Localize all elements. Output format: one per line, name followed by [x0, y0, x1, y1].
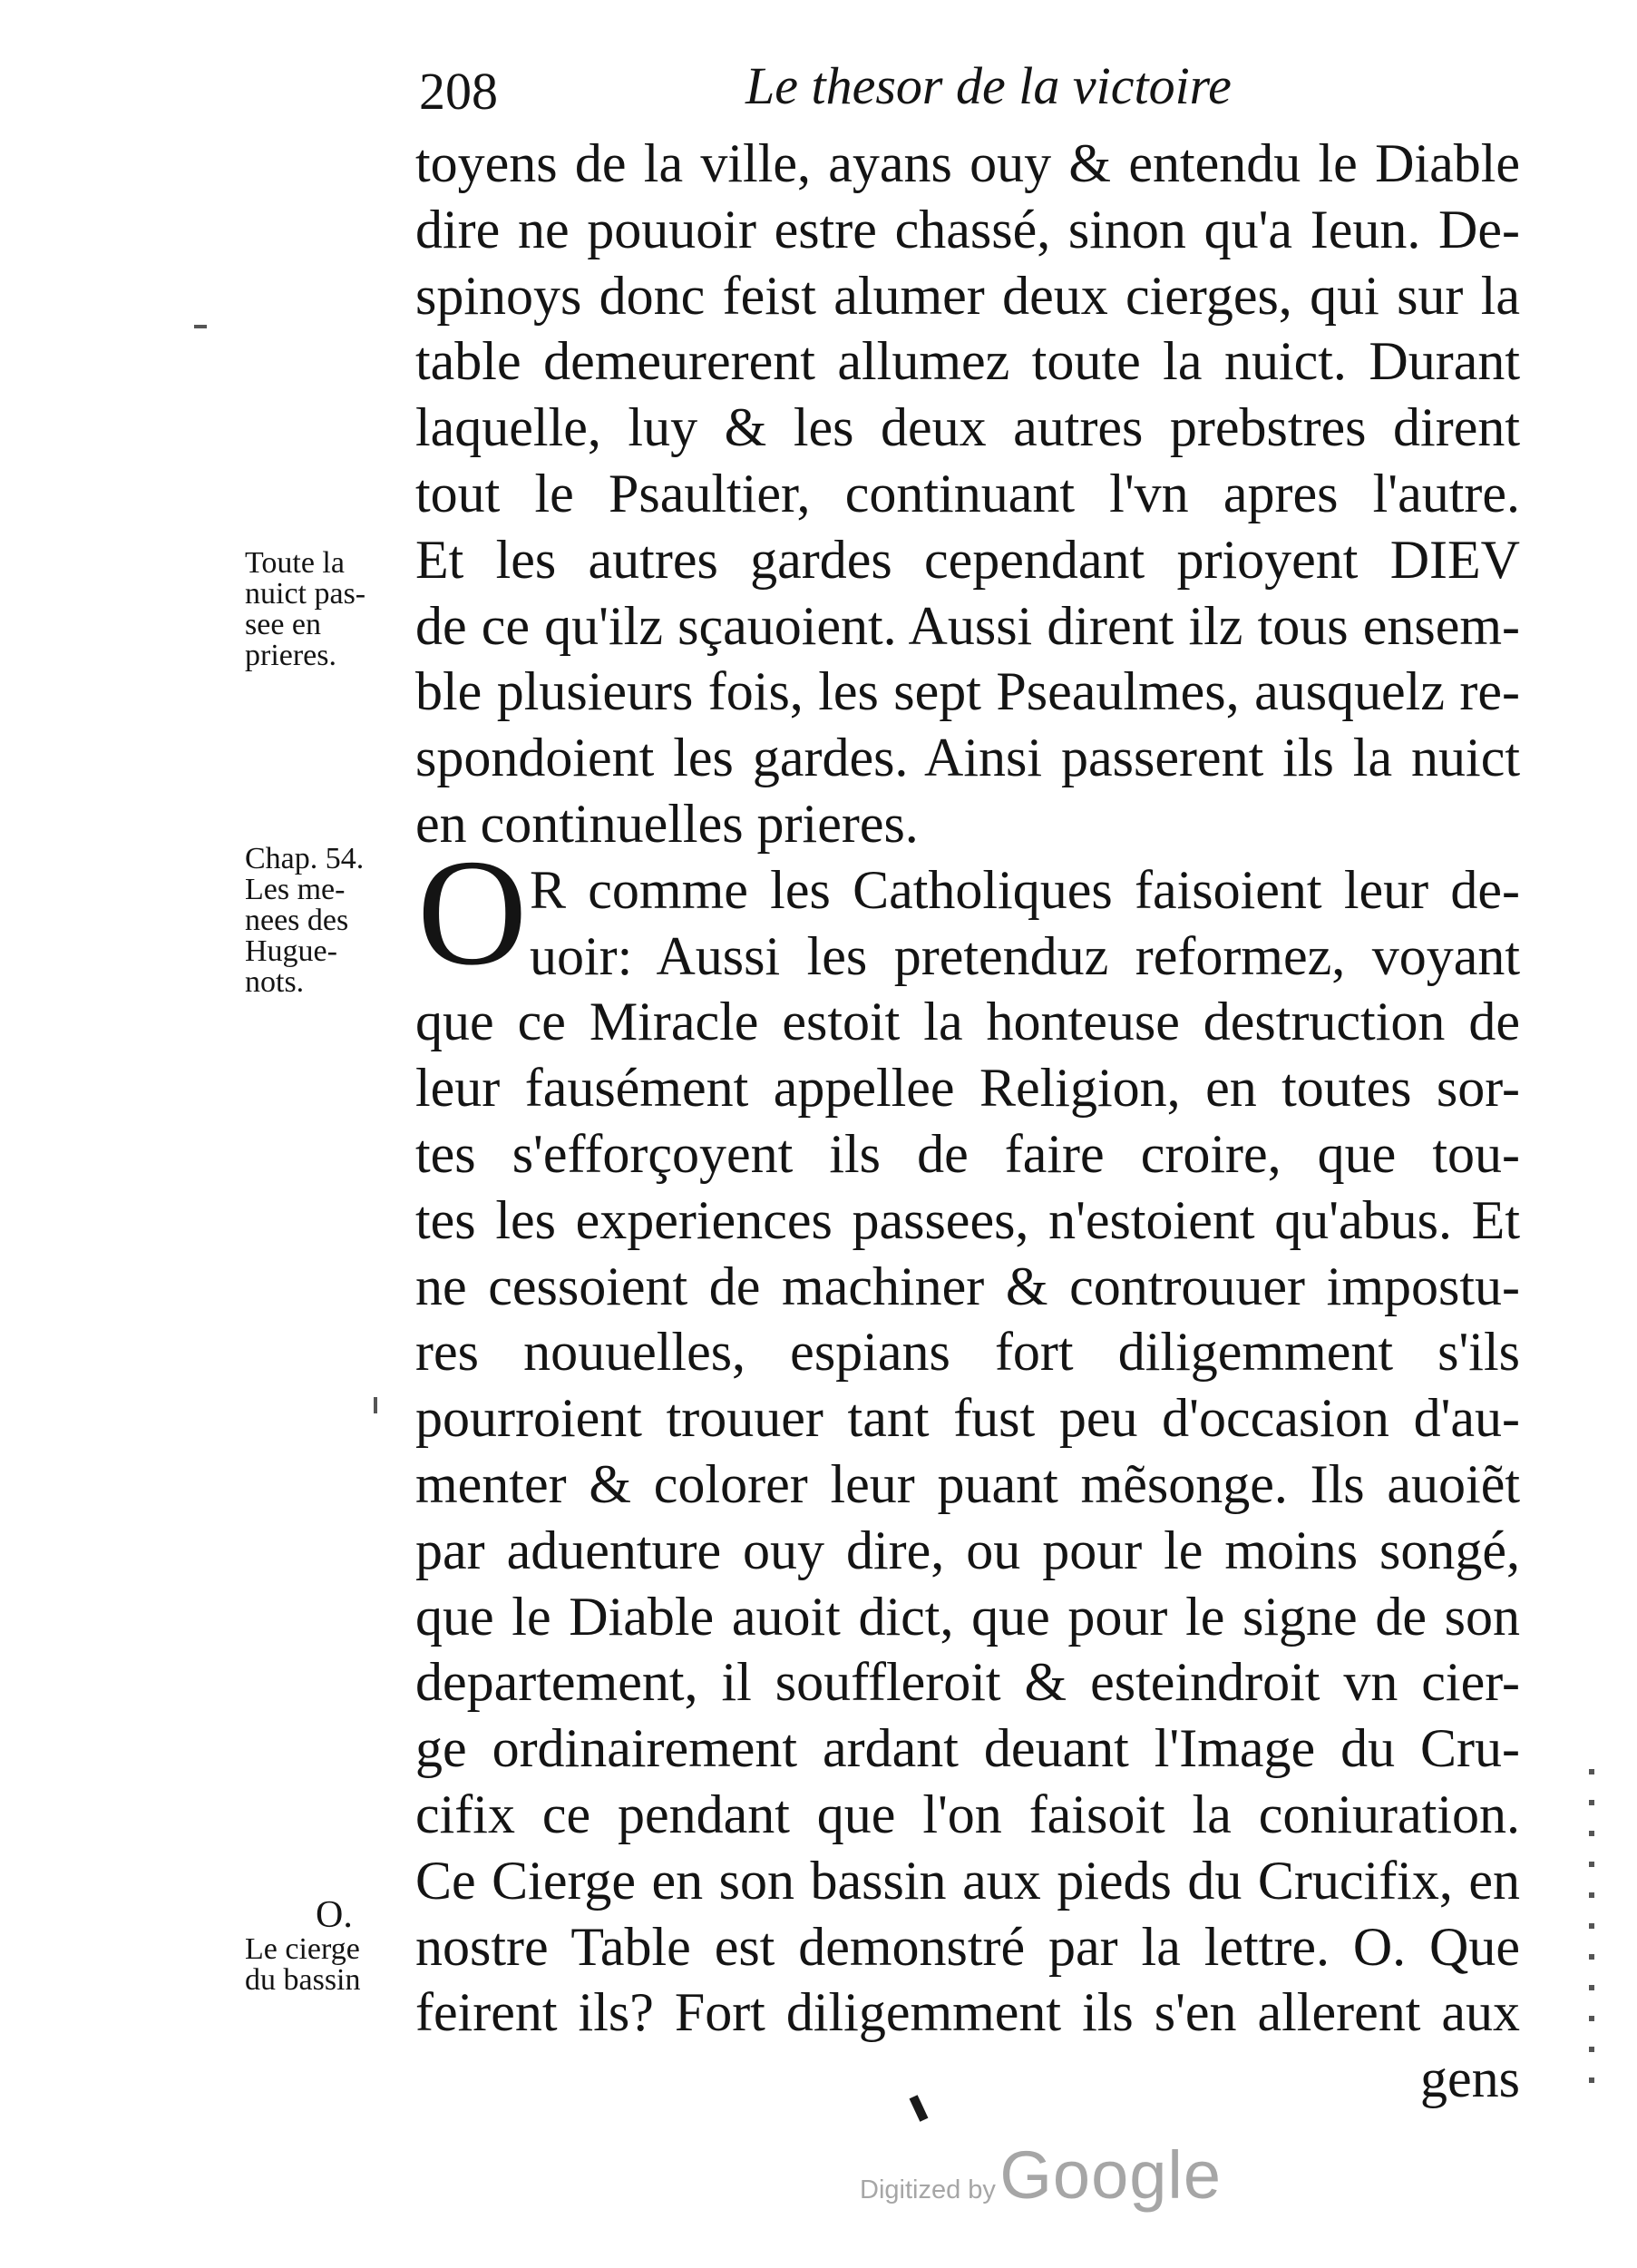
margin-note-marker: O.: [316, 1894, 353, 1936]
margin-note-line: Toute la: [245, 546, 345, 580]
margin-note-line: see en: [245, 608, 322, 641]
drop-cap: O: [417, 828, 528, 997]
text-line: uoir: Aussi les pretenduz reformez, voyant: [530, 925, 1520, 986]
text-line: tout le Psaultier, continuant l'vn apres l'autre.: [415, 463, 1520, 523]
margin-note-candle: [245, 1896, 422, 1996]
edge-bleed-marks: [1589, 1769, 1594, 2096]
margin-note-line: Hugue-: [245, 934, 337, 968]
text-line: Ce Cierge en son bassin aux pieds du Crucifix, en: [415, 1850, 1520, 1911]
ink-speck: [374, 1397, 377, 1413]
watermark-prefix: Digitized by: [860, 2175, 996, 2204]
margin-note-line: nees des: [245, 904, 349, 937]
margin-note-line: prieres.: [245, 639, 337, 672]
text-line: de ce qu'ilz sçauoient. Aussi dirent ilz tous ensem-: [415, 595, 1520, 656]
text-line: tes les experiences passees, n'estoient qu'abus. Et: [415, 1189, 1520, 1250]
text-line: spondoient les gardes. Ainsi passerent ils la nuict: [415, 728, 1520, 788]
digitized-by-google-watermark: [860, 2136, 1222, 2214]
text-line: spinoys donc feist alumer deux cierges, qui sur la: [415, 265, 1520, 326]
text-line: nostre Table est demonstré par la lettre. O. Que: [415, 1916, 1520, 1977]
text-line: que ce Miracle estoit la honteuse destruction de: [415, 992, 1520, 1052]
text-line: laquelle, luy & les deux autres prebstres dirent: [415, 397, 1520, 458]
margin-note-line: Le cierge: [245, 1932, 360, 1966]
margin-note-line: Chap. 54.: [245, 842, 365, 875]
text-line: res nouuelles, espians fort diligemment s'ils: [415, 1322, 1520, 1383]
margin-note-line: nots.: [245, 965, 305, 999]
margin-note-line: Les me-: [245, 873, 346, 906]
text-line: pourroient trouuer tant fust peu d'occasion d'au-: [415, 1388, 1520, 1449]
text-line: dire ne pouuoir estre chassé, sinon qu'a Ieun. De-: [415, 199, 1520, 259]
ink-speck: [194, 325, 207, 328]
page-number: 208: [419, 62, 498, 121]
margin-note-chapter-54: [245, 844, 422, 998]
text-line: par aduenture ouy dire, ou pour le moins songé,: [415, 1520, 1520, 1580]
running-title: Le thesor de la victoire: [745, 56, 1232, 115]
margin-note-all-night-prayer: [245, 548, 422, 671]
text-line: leur fausément appellee Religion, en toutes sor-: [415, 1058, 1520, 1119]
text-line: que le Diable auoit dict, que pour le signe de son: [415, 1586, 1520, 1647]
watermark-brand: Google: [999, 2137, 1222, 2213]
text-line: table demeurerent allumez toute la nuict. Durant: [415, 331, 1520, 392]
body-text: [415, 131, 1520, 2112]
text-line: menter & colorer leur puant mẽsonge. Ils auoiẽt: [415, 1453, 1520, 1514]
catchword: gens: [1420, 2048, 1520, 2109]
text-line: ble plusieurs fois, les sept Pseaulmes, ausquelz re-: [415, 661, 1520, 722]
text-line: feirent ils? Fort diligemment ils s'en allerent aux: [415, 1982, 1520, 2043]
text-line: toyens de la ville, ayans ouy & entendu le Diable: [415, 133, 1520, 193]
text-line: ne cessoient de machiner & controuuer impostu-: [415, 1256, 1520, 1316]
text-line: Et les autres gardes cependant prioyent DIEV: [415, 529, 1520, 590]
text-line: R comme les Catholiques faisoient leur de-: [530, 859, 1520, 920]
text-line: departement, il souffleroit & esteindroit vn cier-: [415, 1652, 1520, 1713]
margin-note-line: nuict pas-: [245, 577, 366, 611]
text-line: en continuelles prieres.: [415, 793, 919, 854]
text-line: tes s'efforçoyent ils de faire croire, que tou-: [415, 1123, 1520, 1184]
text-line: cifix ce pendant que l'on faisoit la coniuration.: [415, 1784, 1520, 1844]
text-line: ge ordinairement ardant deuant l'Image du Cru-: [415, 1718, 1520, 1779]
margin-note-line: du bassin: [245, 1963, 361, 1997]
